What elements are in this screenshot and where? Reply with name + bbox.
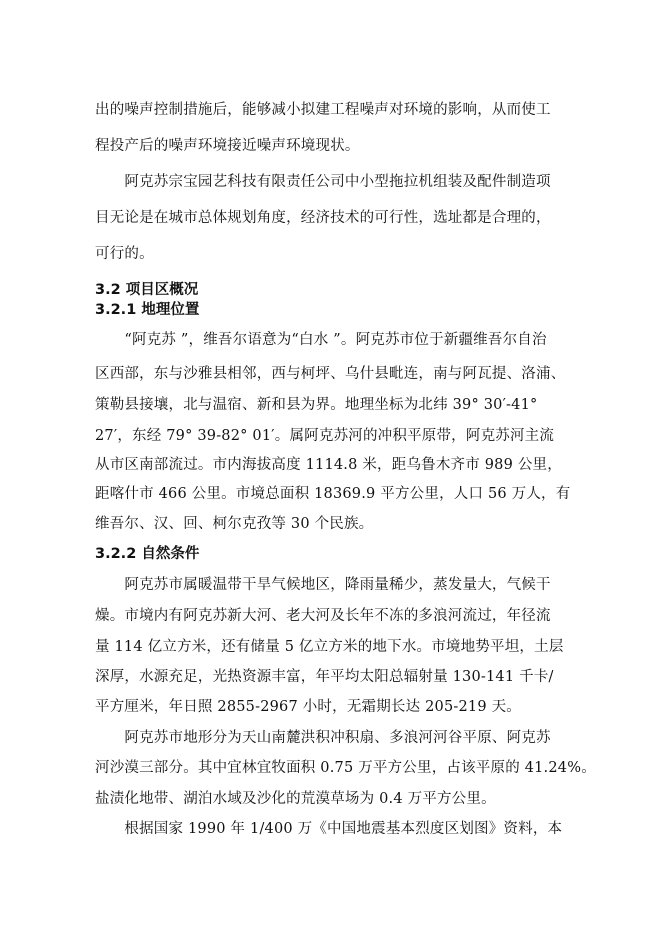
geo-line-5: 从市区南部流过。市内海拔高度 1114.8 米，距乌鲁木齐市 989 公里， — [95, 457, 562, 473]
nature-line-6: 阿克苏市地形分为天山南麓洪积冲积扇、多浪河河谷平原、阿克苏 — [95, 730, 551, 746]
nature-line-2: 燥。市境内有阿克苏新大河、老大河及长年不冻的多浪河流过，年径流 — [95, 608, 551, 624]
section-3-2-2-heading: 3.2.2 自然条件 — [95, 546, 200, 562]
intro-line-2: 程投产后的噪声环境接近噪声环境现状。 — [95, 138, 360, 154]
nature-line-8: 盐渍化地带、湖泊水域及沙化的荒漠草场为 0.4 万平方公里。 — [95, 791, 496, 807]
nature-line-3: 量 114 亿立方米，还有储量 5 亿立方米的地下水。市境地势平坦，土层 — [95, 639, 564, 655]
geo-line-6: 距喀什市 466 公里。市境总面积 18369.9 平方公里，人口 56 万人，有 — [95, 486, 571, 502]
nature-line-4: 深厚，水源充足，光热资源丰富，年平均太阳总辐射量 130-141 千卡/ — [95, 669, 554, 685]
intro-line-4: 目无论是在城市总体规划角度，经济技术的可行性，选址都是合理的， — [95, 210, 551, 226]
section-3-2-1-heading: 3.2.1 地理位置 — [95, 302, 200, 318]
geo-line-7: 维吾尔、汉、回、柯尔克孜等 30 个民族。 — [95, 516, 374, 532]
geo-line-3: 策勒县接壤，北与温宿、新和县为界。地理坐标为北纬 39° 30′-41° — [95, 397, 538, 413]
intro-line-5: 可行的。 — [95, 246, 154, 262]
nature-line-1: 阿克苏市属暖温带干旱气候地区，降雨量稀少，蒸发量大，气候干 — [95, 577, 551, 593]
nature-line-9: 根据国家 1990 年 1/400 万《中国地震基本烈度区划图》资料，本 — [95, 821, 563, 837]
geo-line-4: 27′，东经 79° 39-82° 01′。属阿克苏河的冲积平原带，阿克苏河主流 — [95, 428, 555, 444]
section-3-2-heading: 3.2 项目区概况 — [95, 282, 199, 298]
intro-line-1: 出的噪声控制措施后，能够减小拟建工程噪声对环境的影响，从而使工 — [95, 102, 551, 118]
intro-line-3: 阿克苏宗宝园艺科技有限责任公司中小型拖拉机组装及配件制造项 — [95, 174, 551, 190]
geo-line-2: 区西部，东与沙雅县相邻，西与柯坪、乌什县毗连，南与阿瓦提、洛浦、 — [95, 366, 566, 382]
nature-line-7: 河沙漠三部分。其中宜林宜牧面积 0.75 万平方公里，占该平原的 41.24%。 — [95, 760, 596, 776]
nature-line-5: 平方厘米，年日照 2855-2967 小时，无霜期长达 205-219 天。 — [95, 699, 521, 715]
geo-line-1: “阿克苏 ”，维吾尔语意为“白水 ”。阿克苏市位于新疆维吾尔自治 — [95, 332, 547, 348]
